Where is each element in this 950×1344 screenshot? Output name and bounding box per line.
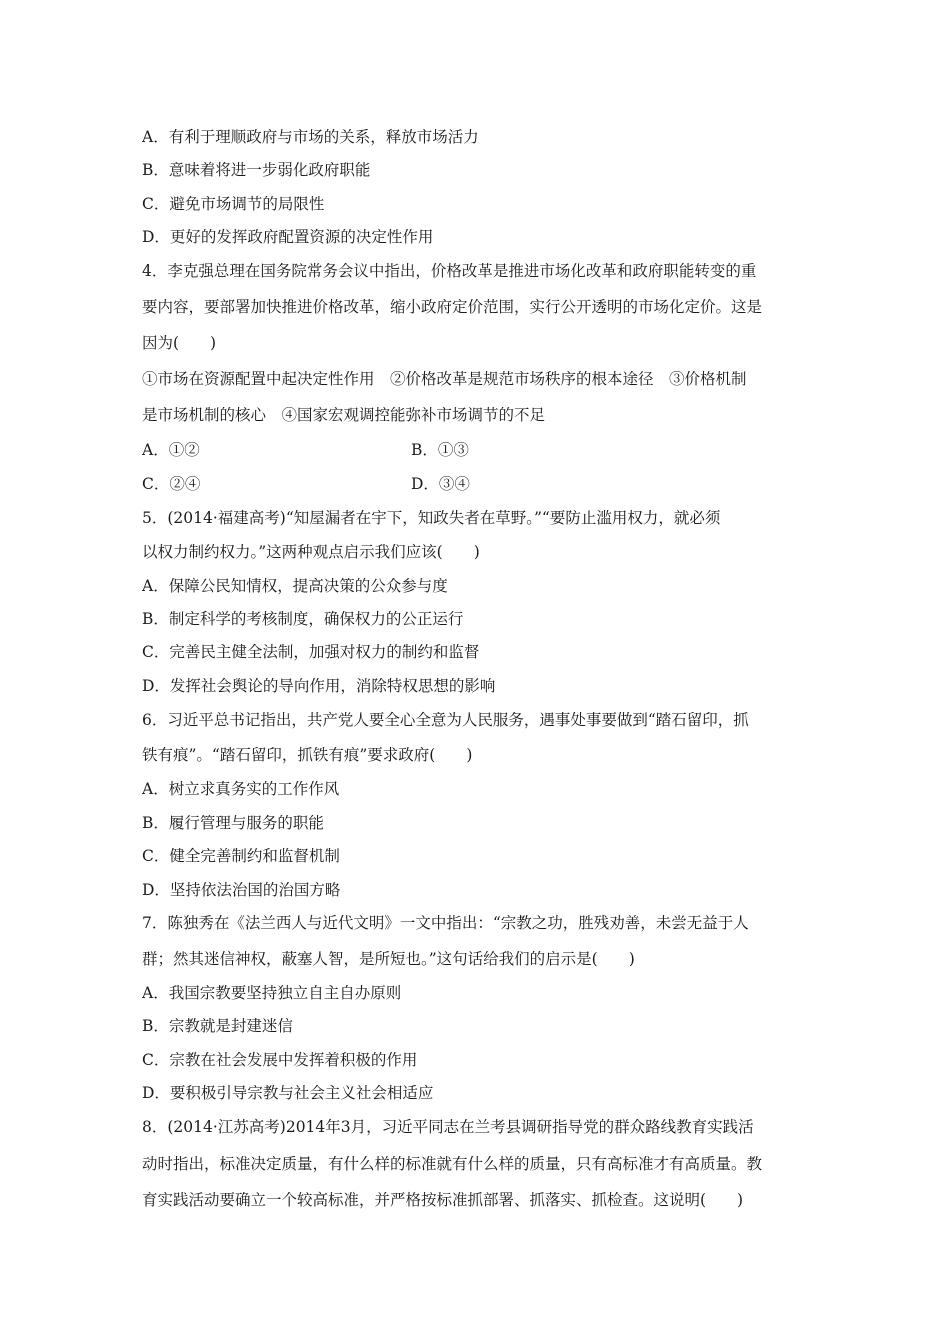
q6-option-b: B．履行管理与服务的职能 [142, 814, 324, 832]
q3-option-a: A．有利于理顺政府与市场的关系，释放市场活力 [142, 128, 479, 146]
q4-option-a: A．①② [142, 441, 200, 459]
q7-option-b: B．宗教就是封建迷信 [142, 1017, 293, 1035]
q6-option-c: C．健全完善制约和监督机制 [142, 847, 340, 865]
q4-option-c: C．②④ [142, 475, 201, 493]
q6-option-a: A．树立求真务实的工作作风 [142, 780, 340, 798]
q3-option-b: B．意味着将进一步弱化政府职能 [142, 161, 371, 179]
q6-option-d: D．坚持依法治国的治国方略 [142, 881, 341, 899]
q8-stem-line-2: 动时指出，标准决定质量，有什么样的标准就有什么样的质量，只有高标准才有高质量。教 [142, 1155, 763, 1173]
q3-option-c: C．避免市场调节的局限性 [142, 195, 325, 213]
q7-option-d: D．要积极引导宗教与社会主义社会相适应 [142, 1084, 434, 1102]
q4-statements-line-1: ①市场在资源配置中起决定性作用 ②价格改革是规范市场秩序的根本途径 ③价格机制 [142, 370, 747, 388]
q5-option-b: B．制定科学的考核制度，确保权力的公正运行 [142, 610, 464, 628]
q6-stem-line-1: 6．习近平总书记指出，共产党人要全心全意为人民服务，遇事处事要做到“踏石留印，抓 [142, 711, 749, 729]
q4-stem-line-2: 要内容，要部署加快推进价格改革，缩小政府定价范围，实行公开透明的市场化定价。这是 [142, 298, 763, 316]
q7-option-a: A．我国宗教要坚持独立自主自办原则 [142, 984, 402, 1002]
q4-stem-line-1: 4．李克强总理在国务院常务会议中指出，价格改革是推进市场化改革和政府职能转变的重 [142, 262, 757, 280]
q4-option-b: B．①③ [411, 441, 469, 459]
q4-statements-line-2: 是市场机制的核心 ④国家宏观调控能弥补市场调节的不足 [142, 406, 546, 424]
q5-stem-line-1: 5．(2014·福建高考)“知屋漏者在宇下，知政失者在草野。”“要防止滥用权力，就必须 [142, 509, 721, 527]
q8-stem-line-3: 育实践活动要确立一个较高标准，并严格按标准抓部署、抓落实、抓检查。这说明( ) [142, 1191, 744, 1209]
q8-stem-line-1: 8．(2014·江苏高考)2014年3月，习近平同志在兰考县调研指导党的群众路线教育实践活 [142, 1118, 754, 1136]
q7-stem-line-1: 7．陈独秀在《法兰西人与近代文明》一文中指出：“宗教之功，胜残劝善，未尝无益于人 [142, 914, 749, 932]
q5-option-a: A．保障公民知情权，提高决策的公众参与度 [142, 577, 448, 595]
q3-option-d: D．更好的发挥政府配置资源的决定性作用 [142, 228, 434, 246]
q5-option-c: C．完善民主健全法制，加强对权力的制约和监督 [142, 643, 480, 661]
q4-option-d: D．③④ [411, 475, 470, 493]
q6-stem-line-2: 铁有痕”。“踏石留印，抓铁有痕”要求政府( ) [142, 746, 473, 764]
q7-stem-line-2: 群；然其迷信神权，蔽塞人智，是所短也。”这句话给我们的启示是( ) [142, 950, 635, 968]
q4-stem-line-3: 因为( ) [142, 334, 217, 352]
q7-option-c: C．宗教在社会发展中发挥着积极的作用 [142, 1051, 418, 1069]
q5-option-d: D．发挥社会舆论的导向作用，消除特权思想的影响 [142, 677, 496, 695]
q5-stem-line-2: 以权力制约权力。”这两种观点启示我们应该( ) [142, 543, 480, 561]
